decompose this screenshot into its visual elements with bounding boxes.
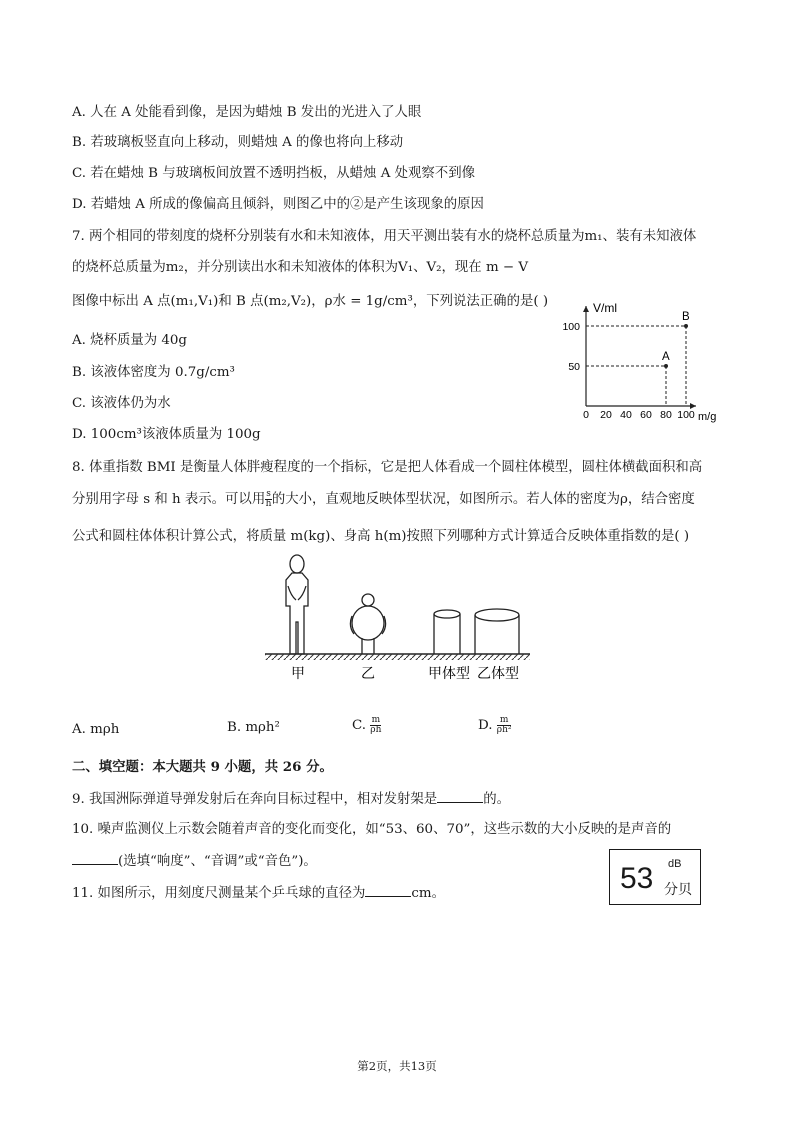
x-tick-label: 80	[660, 409, 672, 421]
data-point	[664, 364, 668, 368]
q11-question	[72, 884, 445, 903]
q9-text-before: 9. 我国洲际弹道导弹发射后在奔向目标过程中，相对发射架是	[72, 792, 438, 807]
q8-stem-line2	[72, 490, 695, 509]
option-c-denominator: ρh	[370, 725, 382, 735]
x-tick-label: 100	[677, 409, 695, 421]
q9-answer-blank[interactable]	[437, 790, 483, 803]
cylinder-yi-icon	[475, 609, 519, 654]
x-axis-label: m/g	[698, 411, 717, 423]
noise-meter-unit: dB	[668, 858, 682, 870]
q8-stem-line1: 8. 体重指数 BMI 是衡量人体胖瘦程度的一个指标，它是把人体看成一个圆柱体模型，圆柱体横截面积和高	[72, 460, 703, 475]
figure-label-yi-type: 乙体型	[477, 665, 519, 681]
person-yi-icon	[350, 594, 385, 654]
figure-label-yi: 乙	[361, 665, 375, 681]
q7-option-a: A. 烧杯质量为 40g	[72, 333, 188, 348]
ground-hatch	[265, 654, 530, 660]
q6-option-c: C. 若在蜡烛 B 与玻璃板间放置不透明挡板，从蜡烛 A 处观察不到像	[72, 166, 475, 181]
cylinder-jia-icon	[434, 610, 460, 654]
point-label: B	[682, 311, 690, 323]
option-d-denominator: ρh²	[496, 725, 512, 735]
y-tick-label: 50	[568, 361, 580, 373]
point-label: A	[662, 351, 670, 363]
mass-volume-chart	[556, 278, 726, 428]
x-tick-label: 0	[583, 409, 589, 421]
noise-meter-unit-cn: 分贝	[664, 882, 692, 898]
q8-option-d	[478, 716, 511, 735]
q8-option-b: B. mρh²	[227, 720, 280, 735]
q10-text-after: (选填“响度”、“音调”或“音色”)。	[118, 854, 317, 869]
q8-stem-line2-start: 分别用字母 s 和 h 表示。可以用	[72, 492, 266, 507]
section-heading-fill-in: 二、填空题：本大题共 9 小题，共 26 分。	[72, 759, 333, 775]
q10-stem-line2	[72, 852, 317, 871]
option-d-numerator: m	[497, 716, 512, 726]
q7-stem-line1: 7. 两个相同的带刻度的烧杯分别装有水和未知液体，用天平测出装有水的烧杯总质量为m₁、装有未知液体	[72, 229, 697, 244]
q7-option-d: D. 100cm³该液体质量为 100g	[72, 427, 261, 442]
q8-stem-line3: 公式和圆柱体体积计算公式，将质量 m(kg)、身高 h(m)按照下列哪种方式计算适合反映体重指数的是( )	[72, 529, 690, 544]
q7-stem-line2: 的烧杯总质量为m₂，并分别读出水和未知液体的体积为V₁、V₂，现在 m − V	[72, 260, 529, 275]
q6-option-b: B. 若玻璃板竖直向上移动，则蜡烛 A 的像也将向上移动	[72, 135, 404, 150]
figure-label-jia-type: 甲体型	[428, 665, 470, 681]
q8-stem-line2-end: 的大小，直观地反映体型状况，如图所示。若人体的密度为ρ，结合密度	[271, 492, 695, 507]
y-axis-arrow	[583, 306, 589, 312]
q11-text-after: cm。	[411, 886, 445, 901]
q10-stem-line1: 10. 噪声监测仪上示数会随着声音的变化而变化，如“53、60、70”，这些示数的大小反映的是声音的	[72, 822, 672, 837]
body-type-figure	[262, 550, 532, 688]
q9-question	[72, 790, 510, 809]
fraction-numerator: s	[266, 489, 271, 499]
y-tick-label: 100	[562, 321, 580, 333]
fraction-denominator: h	[265, 499, 272, 509]
q8-option-d-prefix: D.	[478, 718, 493, 733]
q7-option-b: B. 该液体密度为 0.7g/cm³	[72, 365, 235, 380]
x-tick-label: 20	[600, 409, 612, 421]
x-tick-label: 60	[640, 409, 652, 421]
noise-meter-display	[609, 849, 701, 905]
q8-option-c	[352, 716, 381, 735]
noise-meter-value: 53	[620, 862, 654, 895]
page-footer: 第2页，共13页	[357, 1059, 437, 1073]
q8-option-d-fraction	[497, 716, 512, 735]
x-tick-label: 40	[620, 409, 632, 421]
q11-answer-blank[interactable]	[365, 884, 411, 897]
q7-stem-line3: 图像中标出 A 点(m₁,V₁)和 B 点(m₂,V₂)，ρ水 = 1g/cm³，下列说法正确的是( )	[72, 294, 549, 309]
q8-option-c-prefix: C.	[352, 718, 367, 733]
option-c-numerator: m	[371, 715, 381, 725]
q10-answer-blank[interactable]	[72, 852, 118, 865]
q8-option-a: A. mρh	[72, 722, 120, 737]
q6-option-a: A. 人在 A 处能看到像，是因为蜡烛 B 发出的光进入了人眼	[72, 105, 422, 120]
data-point	[684, 324, 688, 328]
s-over-h-fraction	[265, 490, 272, 509]
person-jia-icon	[286, 555, 308, 654]
q11-text-before: 11. 如图所示，用刻度尺测量某个乒乓球的直径为	[72, 886, 366, 901]
figure-label-jia: 甲	[291, 665, 305, 681]
q9-text-after: 的。	[483, 792, 510, 807]
q6-option-d: D. 若蜡烛 A 所成的像偏高且倾斜，则图乙中的②是产生该现象的原因	[72, 197, 484, 212]
q7-option-c: C. 该液体仍为水	[72, 396, 171, 411]
y-axis-label: V/ml	[593, 301, 617, 315]
q8-option-c-fraction	[370, 716, 381, 735]
